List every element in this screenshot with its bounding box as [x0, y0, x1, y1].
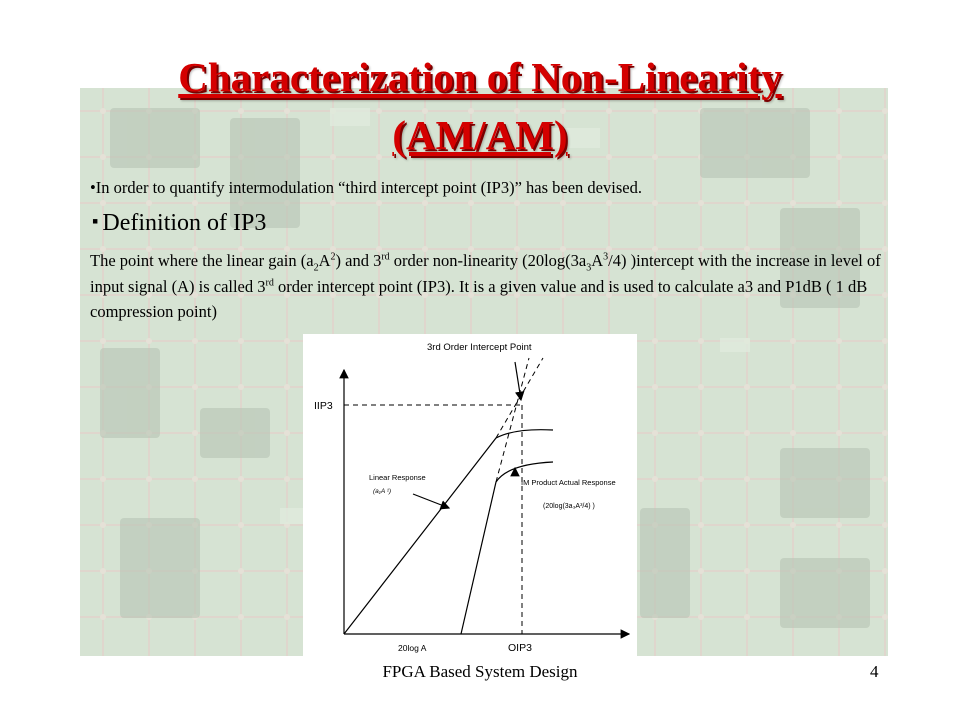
para-text: A: [318, 251, 331, 270]
linear-response-label: Linear Response: [369, 473, 426, 482]
linear-response-formula: (a₁A ¹): [373, 488, 392, 495]
para-superscript: 2: [330, 251, 336, 263]
definition-paragraph: [90, 248, 888, 325]
definition-heading: [92, 210, 266, 237]
slide-footer: FPGA Based System Design: [382, 662, 578, 681]
para-superscript: rd: [265, 277, 274, 288]
im-response-label: IM Product Actual Response: [521, 478, 616, 487]
title-line-2: (AM/AM): [392, 112, 568, 158]
im-product-curve: [461, 462, 553, 634]
para-text: The point where the linear gain (a: [90, 251, 314, 270]
input-level-label: 20log A: [398, 643, 427, 653]
title-line-1: Characterization of Non-Linearity: [178, 54, 782, 100]
ip3-diagram-svg: [303, 334, 637, 656]
im-response-formula: (20log(3a₃A³/4) ): [543, 503, 595, 510]
linear-extrapolation: [496, 358, 543, 438]
para-text: order intercept point (IP3). It is a given value and is used to calculate a3 and P1dB ( 1 dB compression point): [90, 276, 868, 321]
oip3-label: OIP3: [508, 642, 532, 654]
definition-heading-text: Definition of IP3: [102, 210, 267, 236]
page-number: 4: [870, 662, 879, 681]
para-text: ) and 3: [335, 251, 382, 270]
ip3-pointer-arrow: [515, 362, 521, 400]
para-superscript: rd: [381, 251, 390, 263]
para-subscript: 3: [586, 262, 592, 274]
linear-pointer-arrow: [413, 494, 449, 508]
para-superscript: 3: [603, 251, 609, 263]
intro-bullet: •In order to quantify intermodulation “third intercept point (IP3)” has been devised.: [90, 178, 642, 197]
para-text: /4) )intercept with the increase in level of input signal (A) is called 3: [90, 251, 881, 296]
ip3-diagram: [303, 334, 637, 656]
iip3-label: IIP3: [314, 400, 333, 412]
square-bullet-icon: ▪: [92, 211, 99, 231]
para-subscript: 2: [313, 262, 319, 274]
slide-title: [80, 48, 880, 164]
para-text: order non-linearity (20log(3a: [389, 251, 587, 270]
diagram-heading: 3rd Order Intercept Point: [427, 342, 532, 353]
para-text: A: [591, 251, 604, 270]
im-extrapolation: [496, 358, 529, 482]
